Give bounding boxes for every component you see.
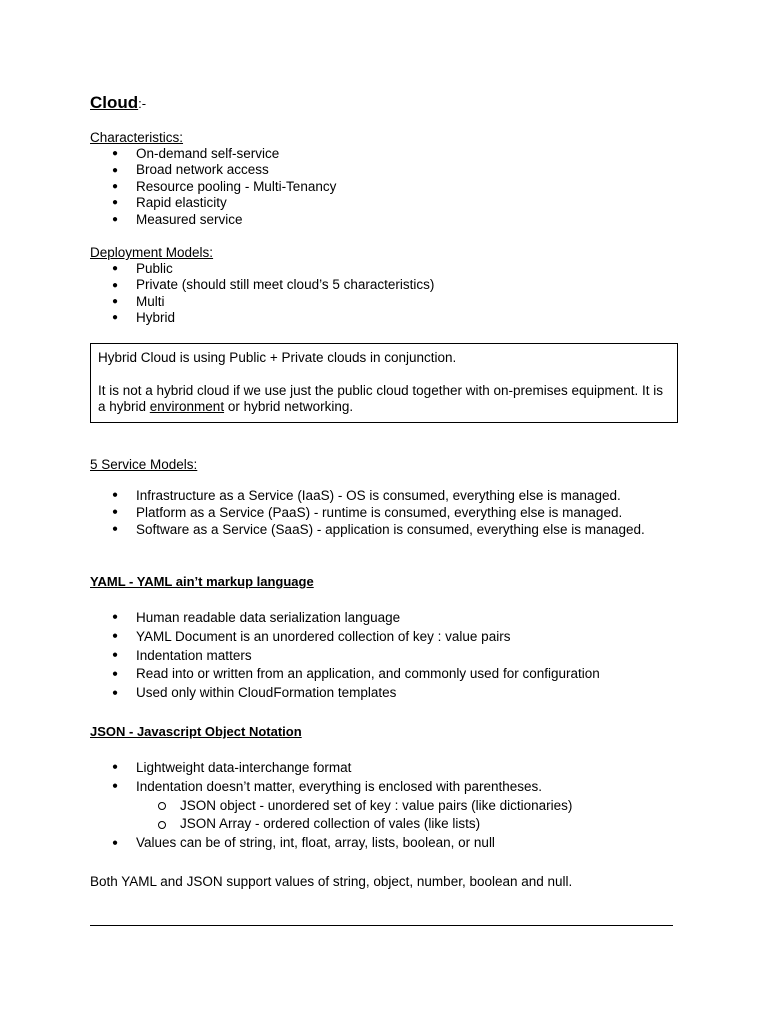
bullet-icon: ● — [112, 312, 119, 324]
list-item: ● Used only within CloudFormation templates — [90, 684, 600, 703]
sub-list-item: JSON object - unordered set of key : value pairs (like dictionaries) — [90, 797, 572, 816]
bullet-icon: ● — [112, 164, 119, 176]
bullet-icon: ● — [112, 180, 119, 192]
bullet-icon: ● — [112, 630, 119, 642]
list-item: ● Public — [112, 261, 173, 276]
bullet-icon: ● — [112, 668, 119, 680]
list-item: ● Indentation matters — [90, 647, 600, 666]
deployment-heading: Deployment Models: — [90, 245, 214, 260]
bullet-icon: ● — [112, 611, 119, 623]
list-item: ● Rapid elasticity — [112, 195, 227, 211]
list-item: ● Platform as a Service (PaaS) - runtime is consumed, everything else is managed. — [112, 504, 623, 520]
list-item: ● Resource pooling - Multi-Tenancy — [112, 178, 337, 194]
sub-list-item: JSON Array - ordered collection of vales (like lists) — [90, 815, 572, 834]
list-item: ● Values can be of string, int, float, array, lists, boolean, or null — [90, 834, 572, 853]
yaml-heading: YAML - YAML ain’t markup language — [90, 574, 314, 589]
list-item: ● Hybrid — [112, 310, 176, 326]
environment-link[interactable]: environment — [149, 399, 225, 415]
service-models-list — [90, 488, 645, 538]
hybrid-line-2: It is not a hybrid cloud if we use just the public cloud together with on-premises equipment. It is a hybrid environment or hybrid networking. — [98, 382, 664, 415]
title-main: Cloud — [90, 93, 139, 112]
list-item: ● Human readable data serialization language — [90, 609, 600, 628]
summary-text: Both YAML and JSON support values of string, object, number, boolean and null. — [90, 874, 573, 889]
list-item: ● Broad network access — [112, 162, 269, 178]
hollow-bullet-icon — [158, 821, 166, 829]
list-item: ● Multi — [112, 293, 165, 309]
bullet-icon: ● — [112, 523, 119, 535]
characteristics-heading: Characteristics: — [90, 130, 184, 145]
list-item: ● Software as a Service (SaaS) - application is consumed, everything else is managed. — [112, 521, 645, 537]
bullet-icon: ● — [112, 262, 119, 274]
bullet-icon: ● — [112, 687, 119, 699]
json-list — [90, 759, 572, 853]
yaml-list — [90, 609, 600, 703]
bullet-icon: ● — [112, 489, 119, 501]
bullet-icon: ● — [112, 649, 119, 661]
bullet-icon: ● — [112, 147, 119, 159]
bullet-icon: ● — [112, 761, 119, 773]
characteristics-list — [90, 146, 336, 228]
horizontal-rule — [90, 925, 673, 926]
bullet-icon: ● — [112, 197, 119, 209]
bullet-icon: ● — [112, 780, 119, 792]
bullet-icon: ● — [112, 213, 119, 225]
list-item: ● Read into or written from an application, and commonly used for configuration — [90, 665, 600, 684]
hybrid-cloud-box — [90, 343, 678, 423]
deployment-list — [90, 261, 434, 327]
page-title — [90, 93, 146, 113]
list-item: ● Infrastructure as a Service (IaaS) - OS is consumed, everything else is managed. — [112, 488, 621, 503]
bullet-icon: ● — [112, 506, 119, 518]
list-item: ● Measured service — [112, 211, 243, 227]
hollow-bullet-icon — [158, 802, 166, 810]
bullet-icon: ● — [112, 295, 119, 307]
bullet-icon: ● — [112, 279, 119, 291]
list-item: ● Private (should still meet cloud’s 5 characteristics) — [112, 277, 435, 293]
list-item: ● Lightweight data-interchange format — [90, 759, 572, 778]
list-item: ● YAML Document is an unordered collection of key : value pairs — [90, 628, 600, 647]
json-heading: JSON - Javascript Object Notation — [90, 724, 302, 739]
list-item: ● On-demand self-service — [112, 146, 280, 161]
list-item: ● Indentation doesn’t matter, everything is enclosed with parentheses. — [90, 778, 572, 797]
title-suffix: :- — [138, 96, 147, 111]
hybrid-line-1: Hybrid Cloud is using Public + Private clouds in conjunction. — [98, 350, 457, 365]
service-models-heading: 5 Service Models: — [90, 457, 198, 472]
bullet-icon: ● — [112, 837, 119, 849]
